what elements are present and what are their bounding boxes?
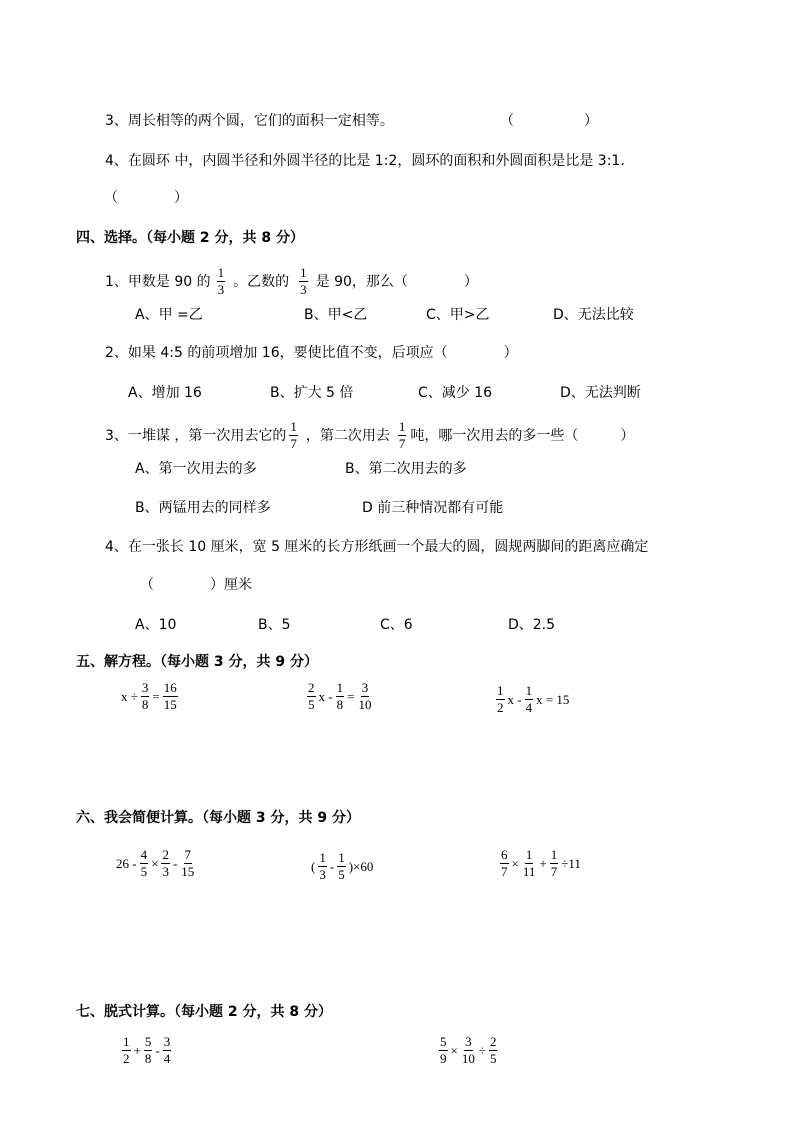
simple-heading: 六、我会简便计算。（每小题 3 分，共 9 分）: [76, 810, 360, 826]
fraction: $\frac{2}{3}$: [162, 847, 169, 879]
equations-heading: 五、解方程。（每小题 3 分，共 9 分）: [76, 654, 318, 670]
choice-q3-post: 吨，哪一次用去的多一些（ ）: [410, 427, 635, 444]
fraction: $\frac{1}{3}$: [319, 850, 326, 882]
equation-2: $\frac{2}{5}$ x - $\frac{1}{8}$ = $\frac{3}{10}$: [308, 680, 372, 712]
choice-q3-option-b[interactable]: B、第二次用去的多: [345, 461, 467, 477]
fraction: $\frac{1}{7}$: [290, 419, 297, 451]
choice-q4-text2: （ ）厘米: [140, 577, 252, 593]
fraction: $\frac{3}{10}$: [461, 1034, 475, 1066]
fraction: $\frac{6}{7}$: [501, 847, 508, 879]
choice-q4-option-a[interactable]: A、10: [135, 617, 177, 633]
simple-expr-2: ( $\frac{1}{3}$ - $\frac{1}{5}$ )×60: [311, 850, 374, 882]
choice-q4-text: 4、在一张长 10 厘米，宽 5 厘米的长方形纸画一个最大的圆，圆规两脚间的距离应确定: [105, 539, 649, 555]
fraction: $\frac{4}{5}$: [140, 847, 148, 879]
equation-3: $\frac{1}{2}$ x - $\frac{1}{4}$ x = 15: [497, 683, 570, 715]
choice-q2-text: 2、如果 4:5 的前项增加 16，要使比值不变，后项应（ ）: [105, 345, 518, 361]
choice-q4-option-d[interactable]: D、2.5: [508, 617, 556, 633]
fraction: $\frac{2}{5}$: [489, 1034, 497, 1066]
fraction: $\frac{3}{10}$: [358, 680, 372, 712]
fraction: $\frac{1}{7}$: [398, 419, 406, 451]
fraction: $\frac{3}{8}$: [141, 680, 149, 712]
fraction: $\frac{1}{8}$: [336, 680, 344, 712]
choice-q1-option-a[interactable]: A、甲 =乙: [135, 307, 203, 323]
fraction: $\frac{7}{15}$: [181, 847, 195, 879]
fraction: $\frac{1}{7}$: [550, 847, 558, 879]
simple-expr-1: 26 - $\frac{4}{5}$ × $\frac{2}{3}$ - $\frac{7}{15}$: [116, 847, 195, 879]
choice-q1-pre: 1、甲数是 90 的: [105, 273, 211, 290]
fraction: $\frac{3}{4}$: [163, 1034, 171, 1066]
choice-q2-option-c[interactable]: C、减少 16: [418, 385, 493, 401]
fraction: $\frac{1}{2}$: [123, 1034, 130, 1066]
choice-q1-option-d[interactable]: D、无法比较: [553, 307, 634, 323]
choice-q3: [105, 420, 634, 451]
choice-q1-option-c[interactable]: C、甲>乙: [426, 307, 490, 323]
choice-q4-option-b[interactable]: B、5: [258, 617, 291, 633]
choice-q1-post: 是 90，那么（ ）: [315, 273, 478, 290]
judge-q4-answer-paren[interactable]: （ ）: [104, 190, 188, 206]
choice-heading: 四、选择。（每小题 2 分，共 8 分）: [76, 230, 304, 246]
detach-expr-2: $\frac{5}{9}$ × $\frac{3}{10}$ ÷ $\frac{2}{5}$: [440, 1034, 497, 1066]
fraction: $\frac{5}{9}$: [440, 1034, 447, 1066]
detach-expr-1: $\frac{1}{2}$ + $\frac{5}{8}$ - $\frac{3}{4}$: [123, 1034, 171, 1066]
choice-q3-mid: ，第二次用去: [305, 427, 390, 444]
choice-q1: [105, 266, 478, 297]
choice-q2-option-b[interactable]: B、扩大 5 倍: [270, 385, 354, 401]
choice-q2-option-a[interactable]: A、增加 16: [128, 385, 202, 401]
fraction: $\frac{2}{5}$: [308, 680, 315, 712]
fraction: $\frac{1}{3}$: [300, 265, 307, 297]
fraction: $\frac{1}{5}$: [338, 850, 345, 882]
choice-q2-option-d[interactable]: D、无法判断: [560, 385, 641, 401]
equation-1: x ÷ $\frac{3}{8}$ = $\frac{16}{15}$: [121, 680, 177, 712]
choice-q1-mid: 。乙数的: [233, 273, 290, 290]
choice-q4-option-c[interactable]: C、6: [380, 617, 413, 633]
choice-q3-option-d[interactable]: D 前三种情况都有可能: [362, 500, 504, 516]
judge-q3-answer-paren[interactable]: （ ）: [500, 113, 598, 129]
simple-expr-3: $\frac{6}{7}$ × $\frac{1}{11}$ + $\frac{1}{7}$ ÷11: [501, 847, 581, 879]
fraction: $\frac{16}{15}$: [163, 680, 177, 712]
judge-q4-text: 4、在圆环 中，内圆半径和外圆半径的比是 1:2，圆环的面积和外圆面积是比是 3:1.: [105, 153, 625, 169]
choice-q3-option-a[interactable]: A、第一次用去的多: [135, 461, 257, 477]
choice-q3-option-b2[interactable]: B、两锰用去的同样多: [135, 500, 271, 516]
judge-q3-text: 3、周长相等的两个圆，它们的面积一定相等。: [105, 113, 394, 129]
judge-q3: [105, 111, 394, 131]
choice-q3-pre: 3、一堆谋 ，第一次用去它的: [105, 427, 287, 444]
fraction: $\frac{1}{2}$: [497, 683, 504, 715]
detach-heading: 七、脱式计算。（每小题 2 分，共 8 分）: [76, 1004, 332, 1020]
fraction: $\frac{1}{11}$: [522, 847, 536, 879]
fraction: $\frac{1}{3}$: [217, 265, 225, 297]
fraction: $\frac{1}{4}$: [525, 683, 533, 715]
choice-q1-option-b[interactable]: B、甲<乙: [304, 307, 368, 323]
fraction: $\frac{5}{8}$: [144, 1034, 152, 1066]
